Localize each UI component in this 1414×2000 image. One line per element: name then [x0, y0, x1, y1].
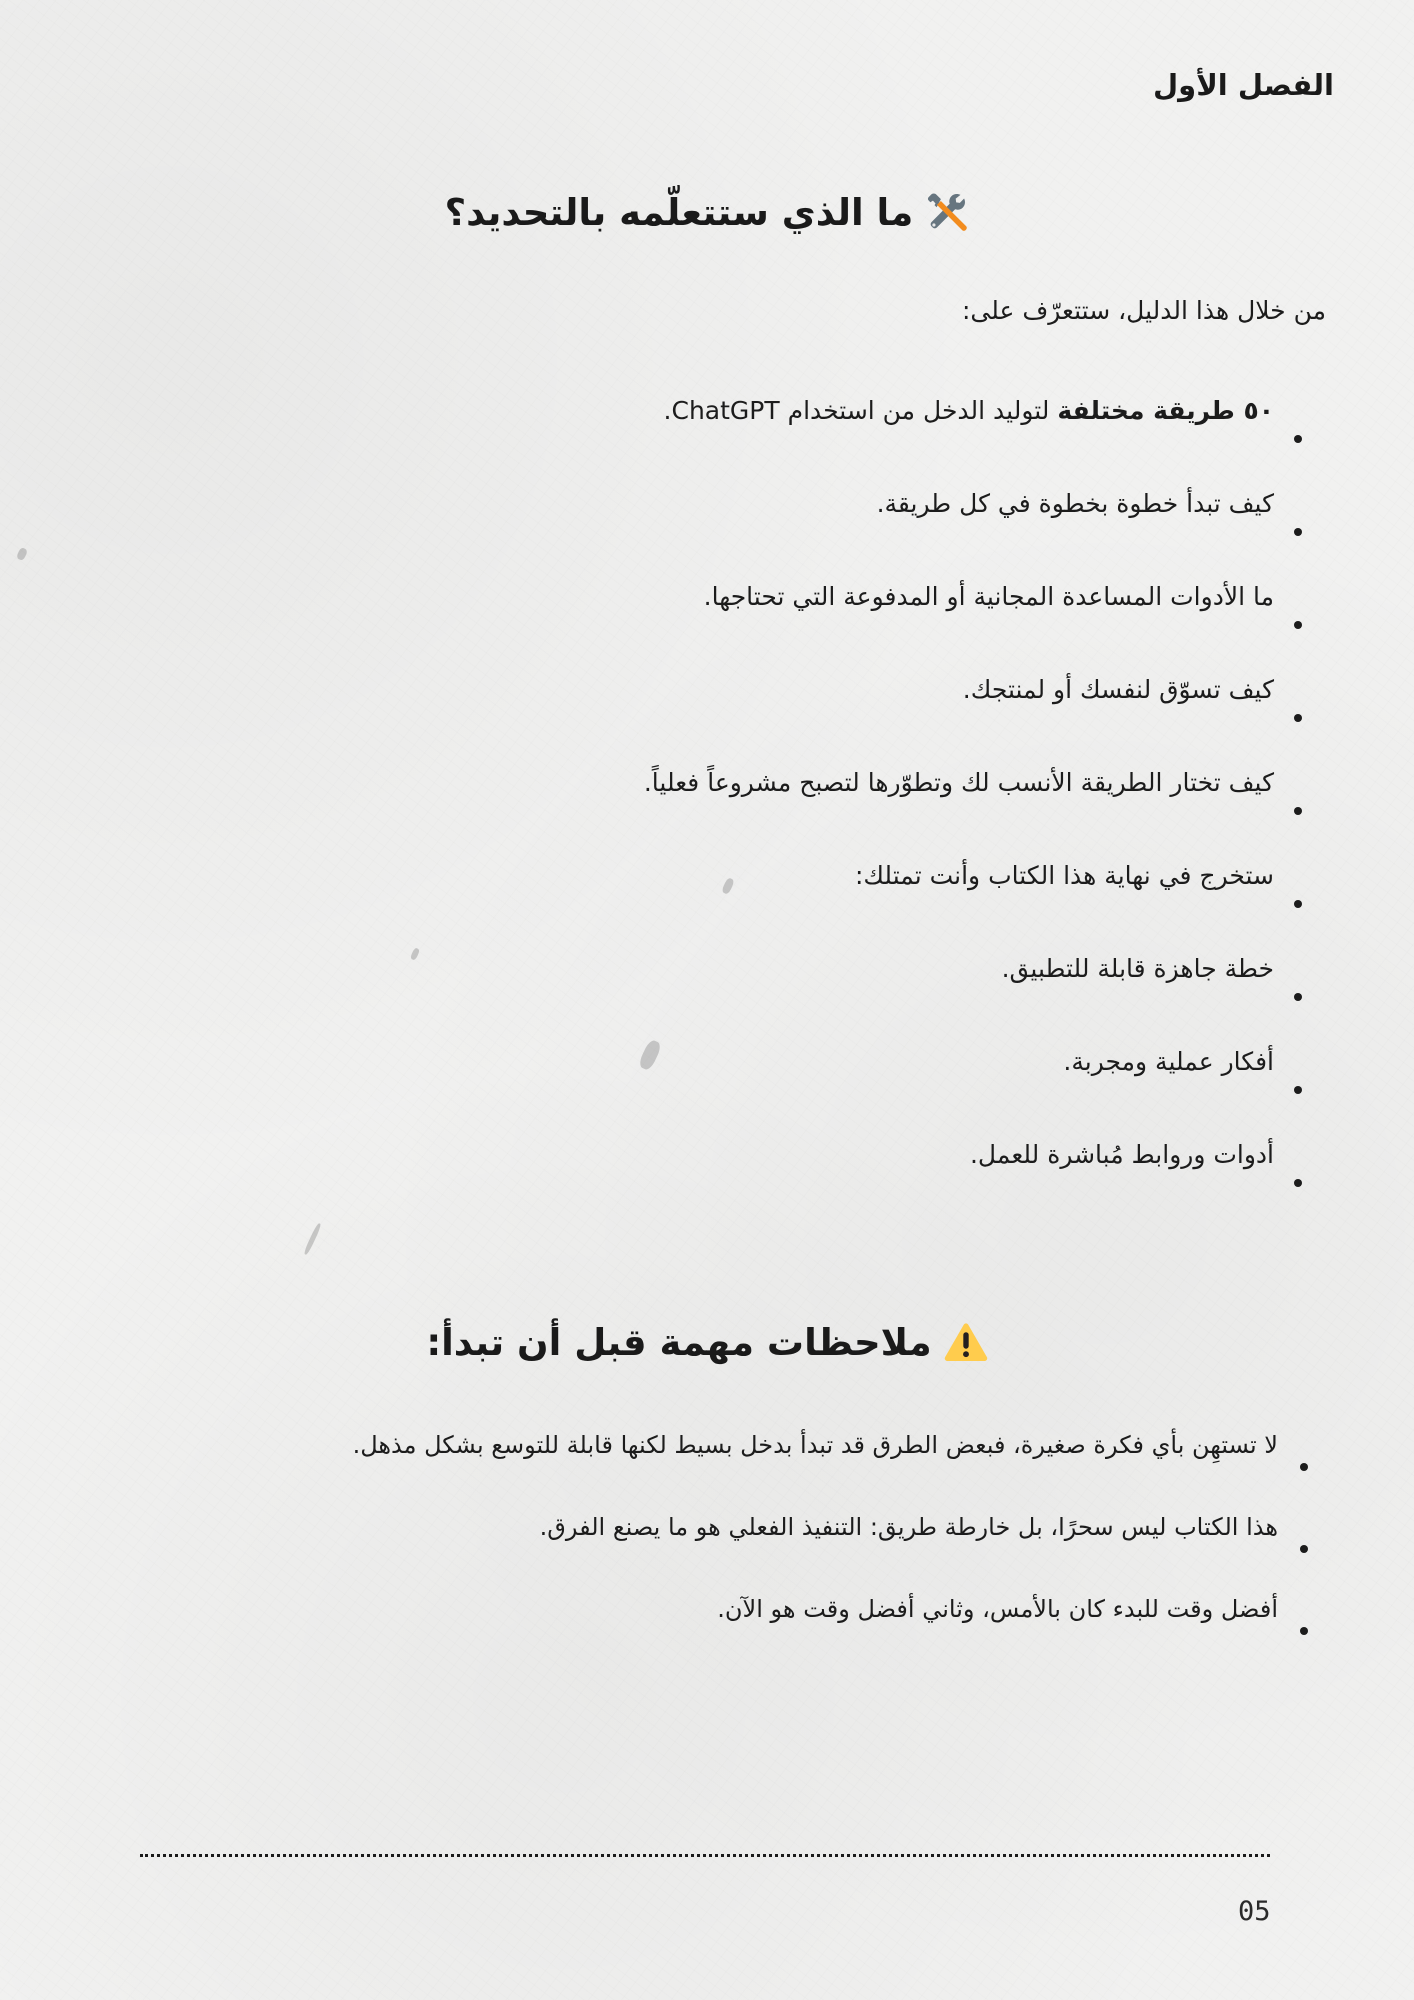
list-item: ما الأدوات المساعدة المجانية أو المدفوعة التي تحتاجها.: [644, 576, 1302, 669]
list-item: ستخرج في نهاية هذا الكتاب وأنت تمتلك:: [644, 855, 1302, 948]
paper-smudge: [16, 547, 28, 561]
learning-list: [644, 390, 1302, 1227]
list-item: كيف تختار الطريقة الأنسب لك وتطوّرها لتصبح مشروعاً فعلياً.: [644, 762, 1302, 855]
warning-icon: [944, 1320, 988, 1364]
list-item-text: لتوليد الدخل من استخدام ChatGPT.: [663, 396, 1058, 425]
section-heading-text: ملاحظات مهمة قبل أن تبدأ:: [426, 1320, 932, 1364]
section-heading-what-you-will-learn: [0, 190, 1414, 234]
hammer-and-wrench-icon: [925, 190, 969, 234]
paper-smudge: [303, 1223, 322, 1256]
list-item: أفضل وقت للبدء كان بالأمس، وثاني أفضل وقت هو الآن.: [353, 1588, 1308, 1670]
list-item: أدوات وروابط مُباشرة للعمل.: [644, 1134, 1302, 1227]
section-heading-important-notes: [0, 1320, 1414, 1364]
notes-list: [353, 1424, 1308, 1670]
list-item: لا تستهِن بأي فكرة صغيرة، فبعض الطرق قد تبدأ بدخل بسيط لكنها قابلة للتوسع بشكل مذهل.: [353, 1424, 1308, 1506]
chapter-label: الفصل الأول: [1153, 68, 1334, 102]
list-item: كيف تبدأ خطوة بخطوة في كل طريقة.: [644, 483, 1302, 576]
footer-dotted-divider: [140, 1854, 1270, 1857]
paper-smudge: [410, 947, 421, 960]
list-item: أفكار عملية ومجربة.: [644, 1041, 1302, 1134]
list-item: هذا الكتاب ليس سحرًا، بل خارطة طريق: التنفيذ الفعلي هو ما يصنع الفرق.: [353, 1506, 1308, 1588]
intro-paragraph: من خلال هذا الدليل، ستتعرّف على:: [961, 296, 1326, 325]
list-item: كيف تسوّق لنفسك أو لمنتجك.: [644, 669, 1302, 762]
list-item: [644, 390, 1302, 483]
page-number: 05: [1238, 1896, 1271, 1927]
list-item: خطة جاهزة قابلة للتطبيق.: [644, 948, 1302, 1041]
list-item-bold: ٥٠ طريقة مختلفة: [1057, 396, 1274, 425]
section-heading-text: ما الذي ستتعلّمه بالتحديد؟: [444, 190, 914, 234]
